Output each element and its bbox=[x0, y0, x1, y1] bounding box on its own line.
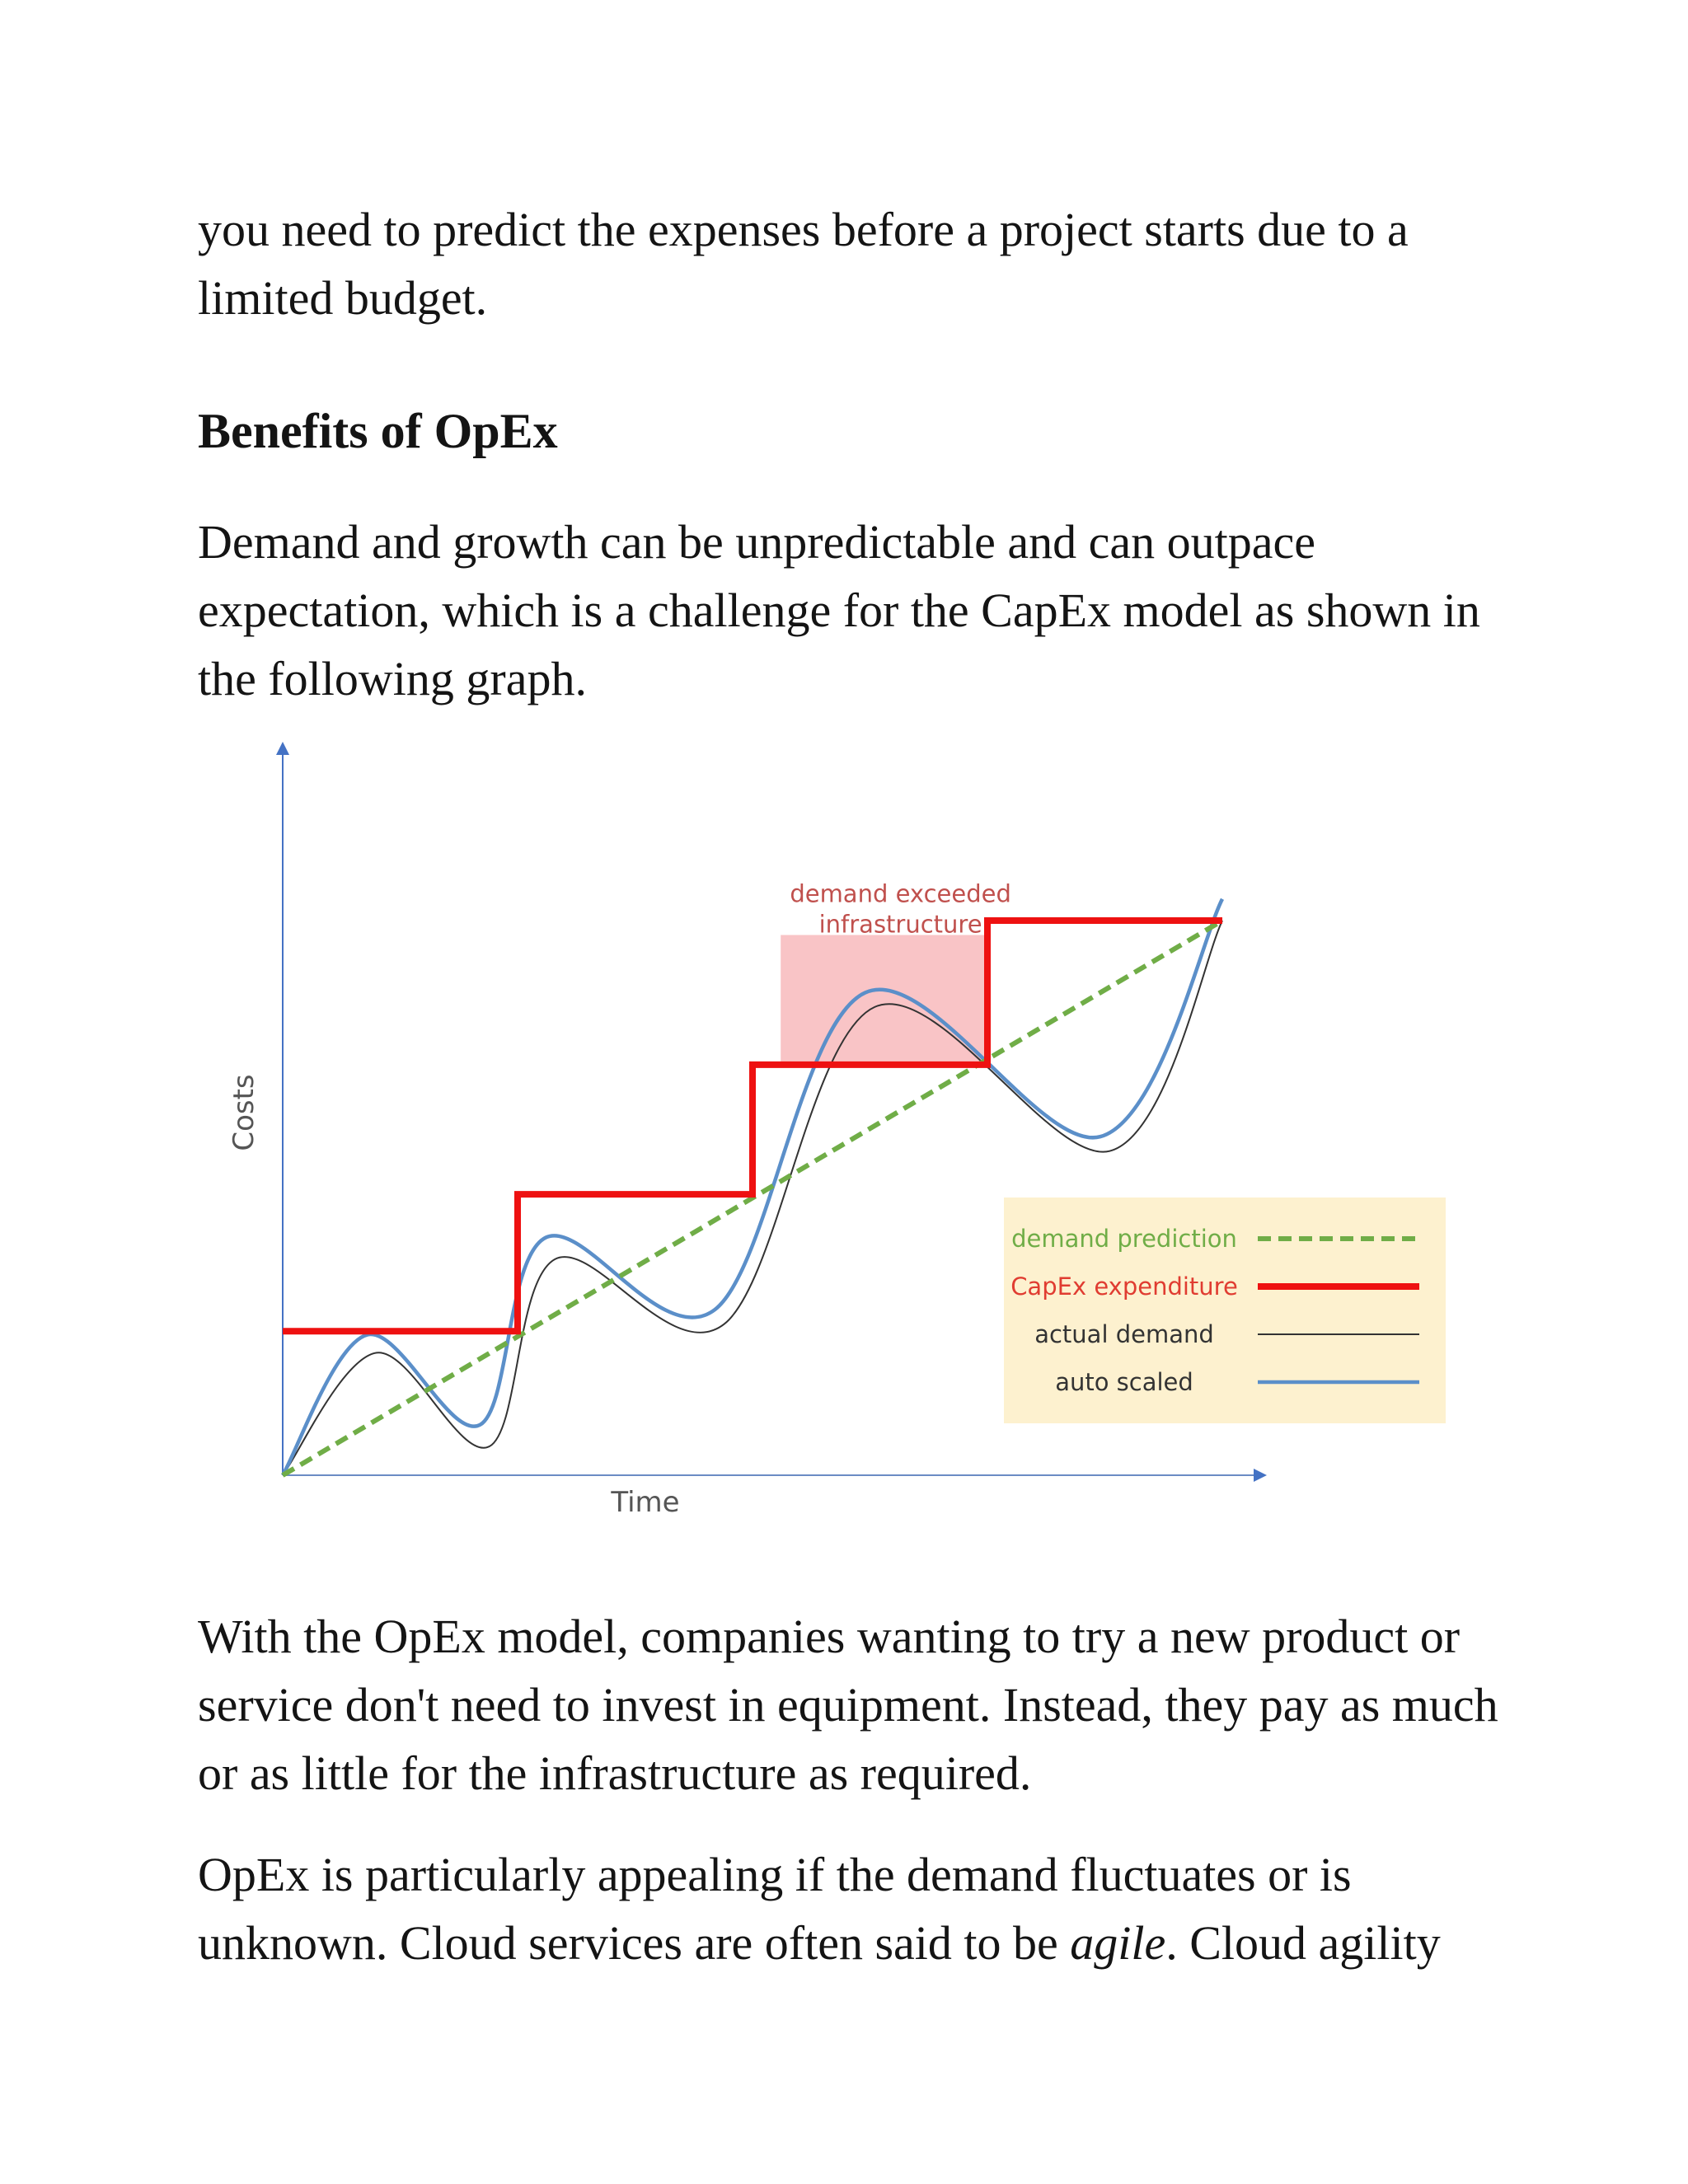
legend-label-capex: CapEx expenditure bbox=[1010, 1272, 1238, 1301]
y-axis-label: Costs bbox=[227, 1074, 260, 1151]
annotation-infrastructure: infrastructure bbox=[818, 910, 982, 939]
legend-label-prediction: demand prediction bbox=[1011, 1225, 1237, 1253]
heading-benefits-of-opex: Benefits of OpEx bbox=[198, 404, 558, 458]
paragraph-demand-growth: Demand and growth can be unpredictable and can outpace expectation, which is a challenge for the CapEx model as shown in the following graph. bbox=[198, 515, 1480, 705]
capex-vs-demand-chart bbox=[210, 733, 1479, 1549]
annotation-demand-exceeded: demand exceeded bbox=[790, 879, 1011, 908]
legend-label-actual: actual demand bbox=[1034, 1320, 1214, 1348]
legend-label-autoscaled: auto scaled bbox=[1055, 1368, 1193, 1396]
agile-emphasis: agile bbox=[1070, 1916, 1166, 1970]
chart-legend bbox=[1004, 1197, 1446, 1423]
paragraph-budget-prediction: you need to predict the expenses before a project starts due to a limited budget. bbox=[198, 203, 1409, 325]
paragraph-opex-appealing bbox=[198, 1840, 1508, 1977]
paragraph-opex-model: With the OpEx model, companies wanting to try a new product or service don't need to invest in equipment. Instead, they pay as much or as little for the infrastructure as required. bbox=[198, 1610, 1498, 1800]
paragraph-opex-appealing-text: OpEx is particularly appealing if the demand fluctuates or is unknown. Cloud services are often said to be bbox=[198, 1848, 1352, 1970]
y-axis-arrow bbox=[276, 742, 289, 755]
chart-svg bbox=[210, 733, 1479, 1549]
x-axis-arrow bbox=[1254, 1469, 1267, 1482]
paragraph-opex-appealing-tail: . Cloud agility bbox=[1165, 1916, 1441, 1970]
x-axis-label: Time bbox=[611, 1486, 680, 1519]
demand-exceeded-highlight bbox=[781, 935, 987, 1065]
